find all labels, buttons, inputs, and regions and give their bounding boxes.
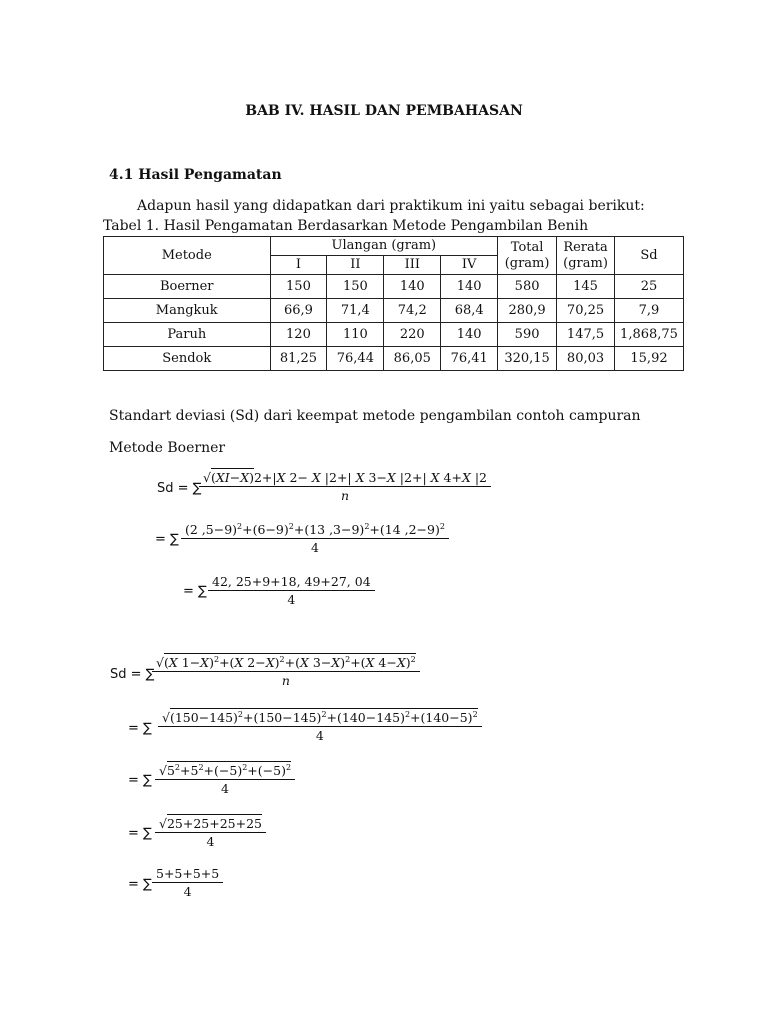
table-caption: Tabel 1. Hasil Pengamatan Berdasarkan Metode Pengambilan Benih xyxy=(103,218,589,234)
table-cell: 76,41 xyxy=(441,347,498,371)
header-ulangan-3: III xyxy=(384,256,441,275)
formula-2-numerator: (2 $,5-9)^2+(6-9)^2+(13$ ,3−9)$^2$+(14 ,2−9)$^2$ xyxy=(181,522,449,539)
header-ulangan-1: I xyxy=(270,256,327,275)
formula-5-denominator: 4 xyxy=(315,728,324,744)
formula-3 xyxy=(208,574,375,607)
formula-3-numerator: 42, 25+9+18, 49+27, 04 xyxy=(208,574,375,591)
observation-table xyxy=(103,236,684,371)
table-cell: 147,5 xyxy=(557,323,615,347)
formula-2-denominator: 4 xyxy=(311,540,319,556)
formula-8-numerator: 5+5+5+5 xyxy=(152,866,223,883)
formula-4-numerator: √(X 1−X)$^2$+(X 2−X)$^2$+(X 3−X)$^2$+(X 4−X)$^2$ xyxy=(152,655,420,672)
table-cell: 1,868,75 xyxy=(615,323,684,347)
table-cell: 320,15 xyxy=(498,347,557,371)
section-heading: 4.1 Hasil Pengamatan xyxy=(109,167,282,183)
formula-1 xyxy=(199,470,491,503)
formula-4-denominator: n xyxy=(281,673,290,689)
formula-8-denominator: 4 xyxy=(183,884,192,899)
formula-7-numerator: √25+25+25+25 xyxy=(155,816,266,833)
formula-6-lhs: = ∑ xyxy=(128,773,152,788)
formula-4 xyxy=(152,655,420,688)
table-cell: 76,44 xyxy=(327,347,384,371)
table-cell: 150 xyxy=(327,275,384,299)
table-cell: Boerner xyxy=(104,275,271,299)
formula-5-numerator: $√(150-145)^2+(150-145)^2+(140-145)^2+(140-5)^2$ xyxy=(158,710,482,727)
formula-8-lhs: = ∑ xyxy=(128,877,152,892)
table-cell: 110 xyxy=(327,323,384,347)
table-cell: 140 xyxy=(441,323,498,347)
formula-7 xyxy=(155,816,266,849)
table-cell: 120 xyxy=(270,323,327,347)
formula-1-lhs: Sd = ∑ xyxy=(157,481,202,496)
table-cell: 25 xyxy=(615,275,684,299)
formula-7-lhs: = ∑ xyxy=(128,826,152,841)
formula-6 xyxy=(155,763,295,796)
formula-4-lhs: Sd = ∑ xyxy=(110,667,155,682)
header-total-line2: (gram) xyxy=(504,255,550,271)
formula-3-lhs: = ∑ xyxy=(183,584,207,599)
formula-1-numerator: √(XI−X)2+|X 2− X |2+| X 3−X |2+| X 4+X |2 xyxy=(199,470,491,487)
sd-paragraph: Standart deviasi (Sd) dari keempat metode pengambilan contoh campuran xyxy=(109,408,641,424)
table-cell: 86,05 xyxy=(384,347,441,371)
table-cell: 150 xyxy=(270,275,327,299)
table-cell: 580 xyxy=(498,275,557,299)
formula-7-radicand: 25+25+25+25 xyxy=(166,816,263,831)
formula-6-numerator: $√5^2+5^2+(-5)^2+(-5)^2$ xyxy=(155,763,295,780)
table-cell: 140 xyxy=(384,275,441,299)
formula-3-denominator: 4 xyxy=(287,592,296,607)
table-cell: 68,4 xyxy=(441,299,498,323)
table-cell: 70,25 xyxy=(557,299,615,323)
table-cell: 66,9 xyxy=(270,299,327,323)
chapter-title: BAB IV. HASIL DAN PEMBAHASAN xyxy=(245,103,523,119)
table-cell: Sendok xyxy=(104,347,271,371)
table-cell: 15,92 xyxy=(615,347,684,371)
header-rerata-line2: (gram) xyxy=(563,255,608,271)
method-label: Metode Boerner xyxy=(109,440,226,456)
table-cell: 80,03 xyxy=(557,347,615,371)
formula-5-lhs: = ∑ xyxy=(128,721,152,736)
formula-5 xyxy=(158,710,482,743)
table-cell: 140 xyxy=(441,275,498,299)
table-cell: 590 xyxy=(498,323,557,347)
table-row xyxy=(104,299,684,323)
table-cell: 74,2 xyxy=(384,299,441,323)
table-row xyxy=(104,323,684,347)
formula-8 xyxy=(152,866,223,899)
formula-7-denominator: 4 xyxy=(206,834,215,849)
formula-2-lhs: = ∑ xyxy=(155,532,179,547)
header-ulangan: Ulangan (gram) xyxy=(270,237,498,256)
formula-1-denominator: n xyxy=(340,488,350,503)
table-cell: 280,9 xyxy=(498,299,557,323)
header-total xyxy=(498,237,557,275)
header-rerata-line1: Rerata xyxy=(563,239,608,255)
header-metode: Metode xyxy=(104,237,271,275)
intro-paragraph: Adapun hasil yang didapatkan dari praktikum ini yaitu sebagai berikut: xyxy=(137,198,645,214)
table-cell: 145 xyxy=(557,275,615,299)
header-sd: Sd xyxy=(615,237,684,275)
table-cell: 71,4 xyxy=(327,299,384,323)
header-ulangan-4: IV xyxy=(441,256,498,275)
table-row xyxy=(104,275,684,299)
header-ulangan-2: II xyxy=(327,256,384,275)
table-cell: 81,25 xyxy=(270,347,327,371)
formula-6-denominator: 4 xyxy=(221,781,229,797)
header-total-line1: Total xyxy=(510,239,544,255)
table-cell: 220 xyxy=(384,323,441,347)
header-rerata xyxy=(557,237,615,275)
table-cell: Mangkuk xyxy=(104,299,271,323)
table-cell: 7,9 xyxy=(615,299,684,323)
table-row xyxy=(104,347,684,371)
formula-2 xyxy=(181,522,449,555)
table-cell: Paruh xyxy=(104,323,271,347)
